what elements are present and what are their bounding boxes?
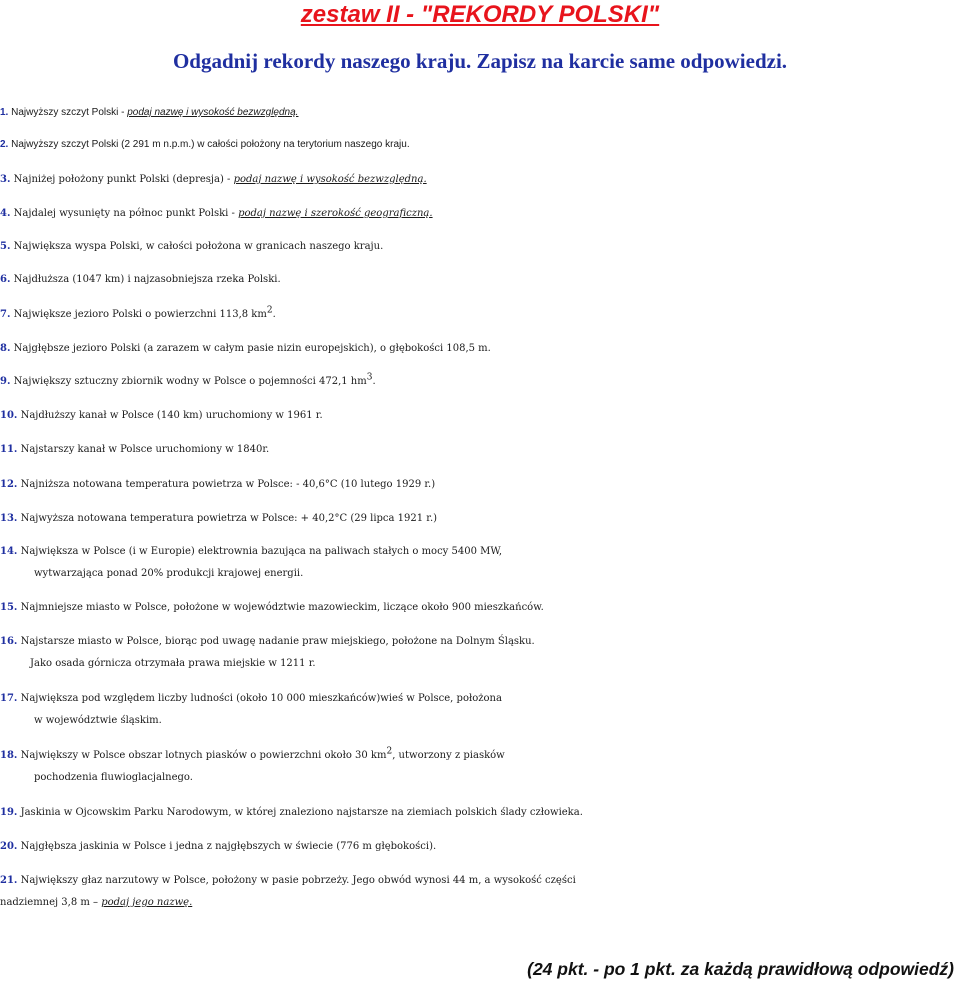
question-19: 19. Jaskinia w Ojcowskim Parku Narodowym, w której znaleziono najstarsze na ziemiach polskich ślady człowieka. xyxy=(0,807,583,818)
question-10: 10. Najdłuższy kanał w Polsce (140 km) uruchomiony w 1961 r. xyxy=(0,410,323,421)
question-11: 11. Najstarszy kanał w Polsce uruchomiony w 1840r. xyxy=(0,444,270,455)
instruction-text: Odgadnij rekordy naszego kraju. Zapisz na karcie same odpowiedzi. xyxy=(172,49,788,73)
question-14: 14. Największa w Polsce (i w Europie) elektrownia bazująca na paliwach stałych o mocy 5400 MW, wytwarzająca ponad 20% produkcji krajowej energii. xyxy=(0,546,503,579)
question-6: 6. Najdłuższa (1047 km) i najzasobniejsza rzeka Polski. xyxy=(0,274,281,285)
question-12: 12. Najniższa notowana temperatura powietrza w Polsce: - 40,6°C (10 lutego 1929 r.) xyxy=(0,479,436,490)
question-20: 20. Najgłębsza jaskinia w Polsce i jedna z najgłębszych w świecie (776 m głębokości). xyxy=(0,841,437,852)
question-5: 5. Największa wyspa Polski, w całości położona w granicach naszego kraju. xyxy=(0,241,384,252)
question-13: 13. Najwyższa notowana temperatura powietrza w Polsce: + 40,2°C (29 lipca 1921 r.) xyxy=(0,513,438,524)
question-1: 1. Najwyższy szczyt Polski - podaj nazwę i wysokość bezwzględną. xyxy=(0,107,299,118)
question-17: 17. Największa pod względem liczby ludności (około 10 000 mieszkańców)wieś w Polsce, położona w województwie śląskim. xyxy=(0,693,502,726)
question-15: 15. Najmniejsze miasto w Polsce, położone w województwie mazowieckim, liczące około 900 mieszkańców. xyxy=(0,602,544,613)
question-7: 7. Największe jezioro Polski o powierzchni 113,8 $km^2$. xyxy=(0,305,276,320)
question-16: 16. Najstarsze miasto w Polsce, biorąc pod uwagę nadanie praw miejskiego, położone na Dolnym Śląsku. Jako osada górnicza otrzymała prawa miejskie w 1211 r. xyxy=(0,636,535,669)
question-18: 18. Największy w Polsce obszar lotnych piasków o powierzchni około 30 $km^2$, utworzony z piasków pochodzenia fluwioglacjalnego. xyxy=(0,746,505,783)
question-3: 3. Najniżej położony punkt Polski (depresja) - podaj nazwę i wysokość bezwzględną. xyxy=(0,174,427,185)
question-9: 9. Największy sztuczny zbiornik wodny w Polsce o pojemności 472,1 $hm^3$. xyxy=(0,372,376,387)
worksheet-title: zestaw II - "REKORDY POLSKI" xyxy=(300,1,660,28)
scoring-note: (24 pkt. - po 1 pkt. za każdą prawidłową odpowiedź) xyxy=(527,959,954,979)
question-2: 2. Najwyższy szczyt Polski (2 291 m n.p.m.) w całości położony na terytorium naszego kraju. xyxy=(0,139,410,150)
question-8: 8. Najgłębsze jezioro Polski (a zarazem w całym pasie nizin europejskich), o głębokości 108,5 m. xyxy=(0,343,491,354)
question-4: 4. Najdalej wysunięty na północ punkt Polski - podaj nazwę i szerokość geograficzną. xyxy=(0,208,433,219)
question-21: 21. Największy głaz narzutowy w Polsce, położony w pasie pobrzeży. Jego obwód wynosi 44 m, a wysokość części nadziemnej 3,8 m – podaj jego nazwę. xyxy=(0,875,576,908)
